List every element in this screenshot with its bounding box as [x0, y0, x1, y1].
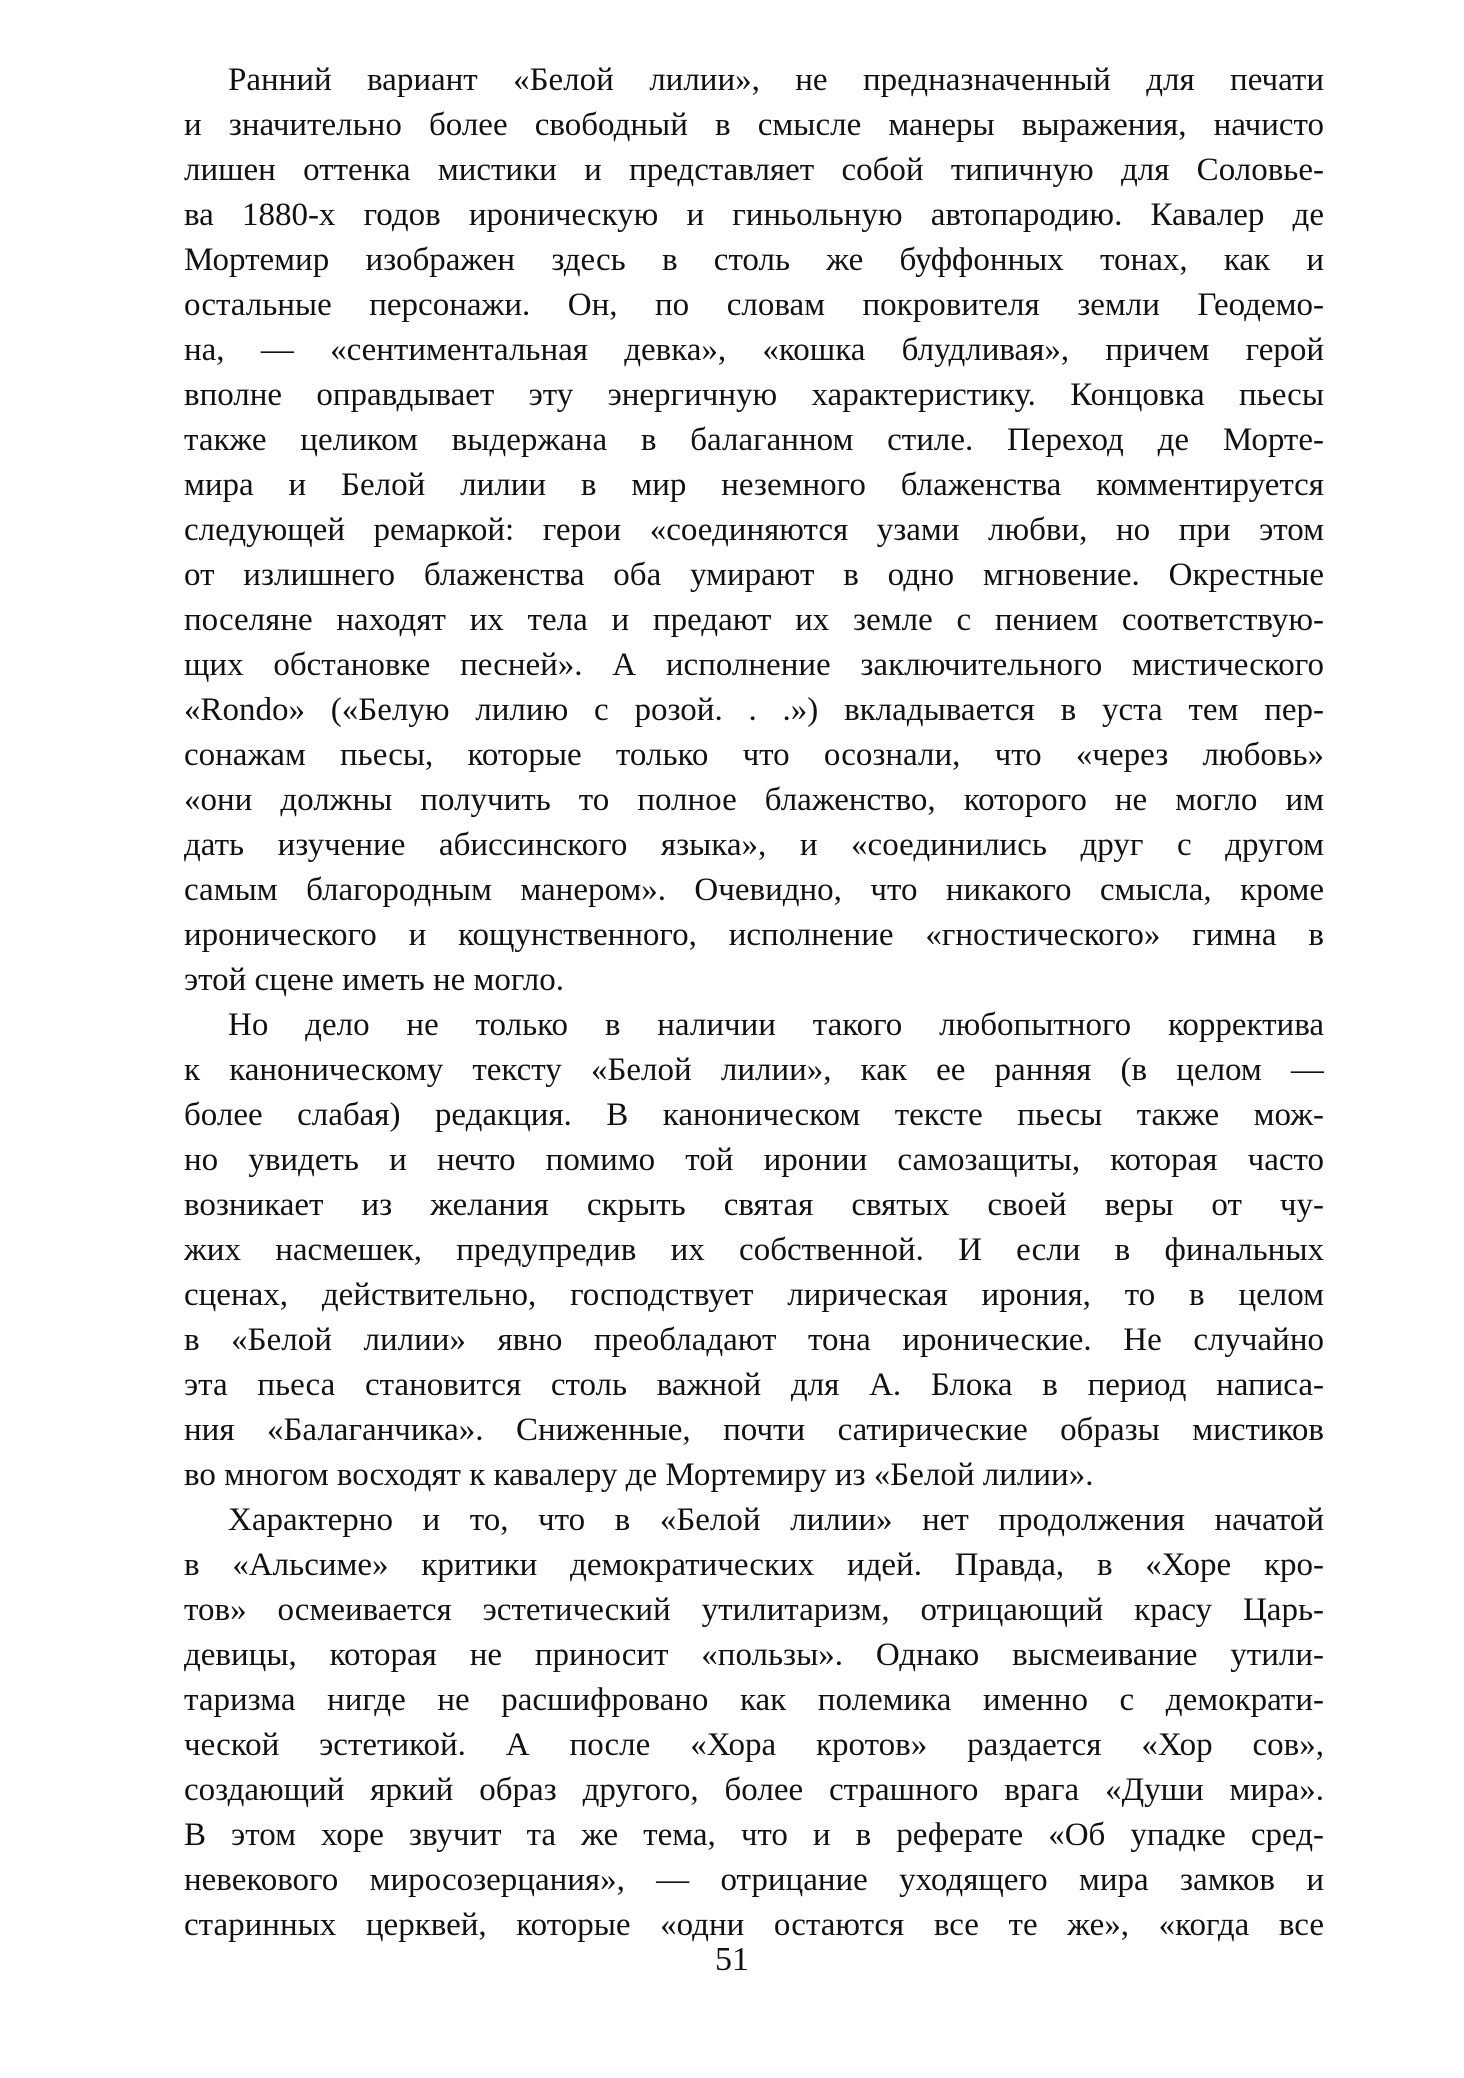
text-line: «Rondo» («Белую лилию с розой. . .») вкладывается в уста тем пер-: [184, 692, 1324, 728]
text-line: сценах, действительно, господствует лирическая ирония, то в целом: [184, 1277, 1324, 1313]
page-number: 51: [715, 1941, 749, 1978]
text-line: Но дело не только в наличии такого любопытного корректива: [228, 1007, 1324, 1043]
text-line: самым благородным манером». Очевидно, что никакого смысла, кроме: [184, 872, 1324, 908]
text-line: тов» осмеивается эстетический утилитаризм, отрицающий красу Царь-: [184, 1592, 1324, 1628]
text-line: мира и Белой лилии в мир неземного блаженства комментируется: [184, 467, 1324, 503]
text-line: на, — «сентиментальная девка», «кошка блудливая», причем герой: [184, 332, 1324, 368]
text-line: и значительно более свободный в смысле манеры выражения, начисто: [184, 107, 1324, 143]
text-line: возникает из желания скрыть святая святых своей веры от чу-: [184, 1187, 1324, 1223]
text-line: «они должны получить то полное блаженство, которого не могло им: [184, 782, 1324, 818]
text-line: невекового миросозерцания», — отрицание уходящего мира замков и: [184, 1862, 1324, 1898]
text-line: ва 1880-х годов ироническую и гиньольную автопародию. Кавалер де: [184, 197, 1324, 233]
text-line: щих обстановке песней». А исполнение заключительного мистического: [184, 647, 1324, 683]
text-line: также целиком выдержана в балаганном стиле. Переход де Морте-: [184, 422, 1324, 458]
body-text: [184, 58, 1324, 1948]
text-line: следующей ремаркой: герои «соединяются узами любви, но при этом: [184, 512, 1324, 548]
text-line: В этом хоре звучит та же тема, что и в реферате «Об упадке сред-: [184, 1817, 1324, 1853]
text-line: Мортемир изображен здесь в столь же буффонных тонах, как и: [184, 242, 1324, 278]
text-line: к каноническому тексту «Белой лилии», как ее ранняя (в целом —: [184, 1052, 1324, 1088]
text-line: но увидеть и нечто помимо той иронии самозащиты, которая часто: [184, 1142, 1324, 1178]
text-line: эта пьеса становится столь важной для А. Блока в период написа-: [184, 1367, 1324, 1403]
text-line: в «Белой лилии» явно преобладают тона иронические. Не случайно: [184, 1322, 1324, 1358]
text-line: лишен оттенка мистики и представляет собой типичную для Соловье-: [184, 152, 1324, 188]
text-line: вполне оправдывает эту энергичную характеристику. Концовка пьесы: [184, 377, 1324, 413]
text-line: ния «Балаганчика». Сниженные, почти сатирические образы мистиков: [184, 1412, 1324, 1448]
text-line: дать изучение абиссинского языка», и «соединились друг с другом: [184, 827, 1324, 863]
text-line: от излишнего блаженства оба умирают в одно мгновение. Окрестные: [184, 557, 1324, 593]
text-line: во многом восходят к кавалеру де Мортемиру из «Белой лилии».: [184, 1457, 1094, 1493]
text-line: девицы, которая не приносит «пользы». Однако высмеивание утили-: [184, 1637, 1324, 1673]
text-line: сонажам пьесы, которые только что осознали, что «через любовь»: [184, 737, 1324, 773]
text-line: более слабая) редакция. В каноническом тексте пьесы также мож-: [184, 1097, 1324, 1133]
text-line: создающий яркий образ другого, более страшного врага «Души мира».: [184, 1772, 1324, 1808]
text-line: Характерно и то, что в «Белой лилии» нет продолжения начатой: [228, 1502, 1324, 1538]
text-line: остальные персонажи. Он, по словам покровителя земли Геодемо-: [184, 287, 1324, 323]
text-line: жих насмешек, предупредив их собственной. И если в финальных: [184, 1232, 1324, 1268]
text-line: иронического и кощунственного, исполнение «гностического» гимна в: [184, 917, 1324, 953]
text-line: ческой эстетикой. А после «Хора кротов» раздается «Хор сов»,: [184, 1727, 1324, 1763]
text-line: таризма нигде не расшифровано как полемика именно с демократи-: [184, 1682, 1324, 1718]
text-line: этой сцене иметь не могло.: [184, 962, 564, 998]
text-line: поселяне находят их тела и предают их земле с пением соответствую-: [184, 602, 1324, 638]
text-line: Ранний вариант «Белой лилии», не предназначенный для печати: [228, 62, 1324, 98]
text-line: в «Альсиме» критики демократических идей. Правда, в «Хоре кро-: [184, 1547, 1324, 1583]
text-line: старинных церквей, которые «одни остаются все те же», «когда все: [184, 1907, 1324, 1943]
